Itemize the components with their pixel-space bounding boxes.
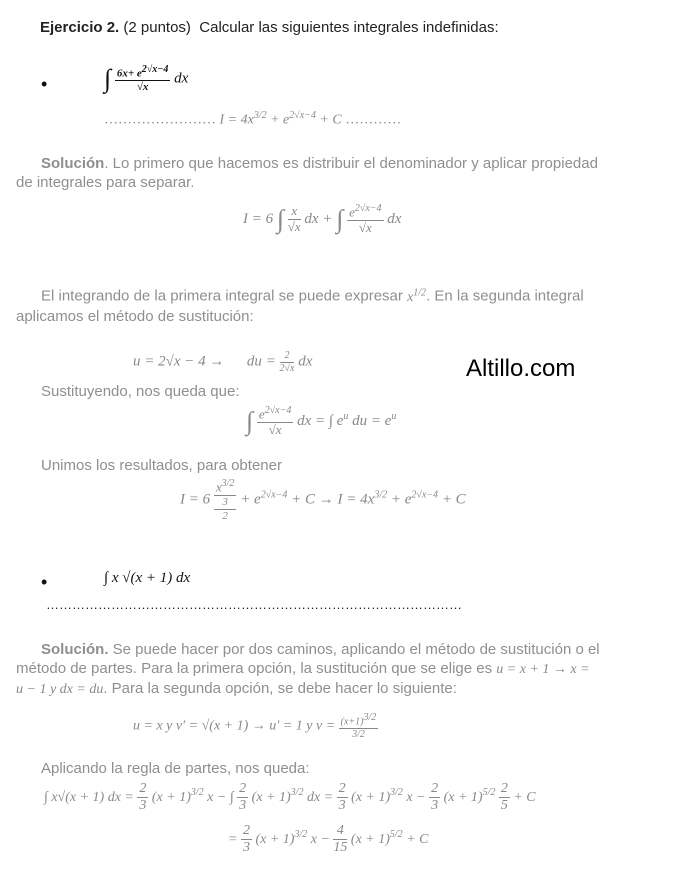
eq-long1-g: x − [406, 789, 426, 805]
integral-2-statement: ∫ x √(x + 1) dx [104, 570, 191, 586]
solution2-paragraph [16, 640, 688, 699]
eq-long1-f-exp: 3/2 [390, 787, 403, 799]
text4: Unimos los resultados, para obtener [41, 457, 282, 474]
item1-numerator: 6x+ e [116, 67, 142, 80]
subst-u: u = 2√x − 4 → [133, 353, 225, 370]
solution2-line2-math: u = x + 1 → x = [496, 662, 590, 677]
solution2-line1: Se puede hacer por dos caminos, aplicando el método de sustitución o el [112, 641, 600, 658]
eq-long1-d: (x + 1) [251, 789, 291, 805]
eq-sub-rest2: du = e [352, 413, 392, 430]
eq-long1-c: x − ∫ [207, 789, 234, 805]
eq-long1-f: (x + 1) [351, 789, 391, 805]
item1-dots-after: ………… [345, 112, 402, 128]
item1-answer [104, 110, 401, 129]
subst-du-dx: dx [298, 353, 313, 370]
eq-final-mid3: + e [390, 491, 412, 508]
eq-long1-i: + C [513, 789, 536, 805]
eq-parts-left: u = x y v′ = √(x + 1) → u′ = 1 y v = [133, 718, 336, 734]
text2-line1b: . En la segunda integral [426, 287, 584, 305]
eq-long2-f2-num: 4 [333, 823, 347, 840]
equation-long-2 [228, 823, 428, 856]
eq-long1-d-exp: 3/2 [290, 787, 304, 799]
eq-final-big-num-exp: 3/2 [221, 478, 235, 489]
eq-long1-f2-num: 2 [237, 781, 248, 798]
exercise-instruction: Calcular las siguientes integrales indefinidas: [199, 19, 499, 36]
eq-long1-f5-num: 2 [499, 781, 510, 798]
bullet-1: • [41, 74, 48, 94]
watermark-altillo: Altillo.com [466, 355, 576, 382]
eq-final-mid2-exp: 3/2 [374, 489, 388, 501]
solution1-label: Solución [41, 155, 105, 172]
eq-long2-b-exp: 3/2 [294, 829, 308, 841]
eq-split-frac2-num: e [349, 204, 355, 220]
item1-answer-rest-exp: 2√x−4 [289, 110, 316, 121]
eq-split-frac2-num-exp: 2√x−4 [354, 203, 382, 214]
eq-split-frac1-den: √x [287, 219, 301, 235]
eq-long1-f1-den: 3 [139, 798, 147, 814]
eq-sub-den: √x [268, 422, 282, 438]
eq-long2-f1-den: 3 [242, 840, 250, 856]
eq-final-mid3-exp: 2√x−4 [411, 489, 439, 501]
solution2-line3-math: u − 1 y dx = du [16, 682, 104, 697]
item2-dots: …………………………………………………………………………………… [46, 597, 462, 612]
eq-long2-f2-den: 15 [333, 840, 348, 856]
equation-long-1 [44, 781, 536, 814]
item1-answer-exp: 3/2 [253, 110, 267, 121]
subst-du-den: 2√x [279, 362, 295, 374]
text2-x: x [407, 289, 414, 305]
eq-long1-a: ∫ x√(x + 1) dx = [44, 789, 134, 805]
eq-sub-rest-exp: u [343, 411, 349, 423]
item1-answer-I: I = 4x [219, 112, 254, 128]
eq-long2-a: = [228, 831, 238, 847]
eq-long2-f1-num: 2 [241, 823, 252, 840]
item1-num-exp: 2√x−4 [141, 64, 169, 76]
solution2-label: Solución. [41, 641, 109, 658]
solution1-paragraph2 [16, 283, 686, 326]
eq-sub-num-exp: 2√x−4 [264, 405, 292, 416]
eq-long1-f4-num: 2 [429, 781, 440, 798]
eq-long1-f5-den: 5 [500, 798, 508, 814]
eq-final-mid-exp: 2√x−4 [260, 489, 288, 501]
eq-final-big-num: x [215, 479, 222, 495]
eq-split-frac2-den: √x [358, 220, 372, 236]
item1-dots-before: …………………… [104, 112, 216, 128]
exercise-points: (2 puntos) [123, 19, 191, 36]
eq-long1-f3-den: 3 [338, 798, 346, 814]
eq-parts-v-num-exp: 3/2 [363, 712, 377, 723]
solution1-paragraph [16, 154, 686, 192]
solution1-text-line1: . Lo primero que hacemos es distribuir el denominador y aplicar propiedad [104, 155, 598, 172]
subst-du: du = [246, 353, 276, 370]
eq-long2-d: (x + 1) [350, 831, 390, 847]
equation-parts [133, 712, 378, 740]
eq-long2-d-exp: 5/2 [389, 829, 403, 841]
subst-du-num: 2 [280, 350, 295, 363]
eq-long1-b-exp: 3/2 [190, 787, 204, 799]
eq-long1-h: (x + 1) [443, 789, 483, 805]
exercise-header [40, 19, 499, 36]
solution2-line3: . Para la segunda opción, se debe hacer lo siguiente: [103, 680, 457, 697]
item1-answer-C: + C [319, 112, 342, 128]
item1-denominator: √x [136, 81, 149, 94]
solution1-text-line2: de integrales para separar. [16, 174, 195, 191]
eq-long2-e: + C [406, 831, 429, 847]
eq-long1-f1-num: 2 [137, 781, 148, 798]
exercise-label: Ejercicio 2. [40, 19, 120, 36]
integral-sign: ∫ [104, 64, 112, 93]
text2-x-exp: 1/2 [413, 287, 427, 298]
eq-long1-f3-num: 2 [337, 781, 348, 798]
eq-long1-f4-den: 3 [431, 798, 439, 814]
eq-sub-num: e [258, 406, 265, 422]
eq-parts-v-den: 3/2 [352, 728, 365, 740]
substitution-eq [133, 350, 312, 374]
item1-dx: dx [174, 70, 189, 87]
equation-substituted: ∫ $\frac{e^{2√x-4}}{√x}$ dx = ∫ $e^u$ du = $e^u$ [246, 405, 397, 438]
eq-split-dx2: dx [387, 211, 402, 228]
equation-final [180, 478, 466, 523]
eq-long1-e: dx = [306, 789, 334, 805]
eq-final-mid: + e [240, 491, 261, 508]
text-parts: Aplicando la regla de partes, nos queda: [41, 760, 310, 777]
text2-line2: aplicamos el método de sustitución: [16, 307, 254, 325]
eq-final-lhs: I = 6 [180, 491, 211, 508]
eq-parts-v-num: (x+1) [340, 716, 364, 728]
eq-final-big-den-num: 3 [214, 496, 237, 510]
eq-long1-h-exp: 5/2 [482, 787, 496, 799]
eq-final-big-den-den: 2 [222, 509, 228, 522]
eq-long1-b: (x + 1) [151, 789, 191, 805]
bullet-2: • [41, 572, 48, 592]
eq-long2-c: x − [310, 831, 330, 847]
eq-long1-f2-den: 3 [239, 798, 247, 814]
eq-final-end: + C [441, 491, 466, 508]
eq-split-frac1-num: x [288, 204, 301, 220]
eq-split-dx1: dx + [304, 211, 333, 228]
eq-sub-rest2-exp: u [391, 411, 397, 423]
item1-answer-rest: + e [270, 112, 290, 128]
text2-line1: El integrando de la primera integral se puede expresar [41, 287, 403, 305]
equation-split: I = 6 ∫ $\frac{x}{√x}$ dx + ∫ $\frac{e^{2√x-4}}{√x}$ dx [243, 203, 402, 236]
eq-split-lhs: I = 6 [243, 211, 274, 228]
eq-long2-b: (x + 1) [255, 831, 295, 847]
integral-1-statement [104, 64, 188, 94]
solution2-line2: método de partes. Para la primera opción, la sustitución que se elige es [16, 660, 493, 677]
text3: Sustituyendo, nos queda que: [41, 383, 240, 400]
eq-sub-rest: dx = ∫ e [297, 413, 344, 430]
eq-final-mid2: + C → I = 4x [291, 491, 375, 508]
